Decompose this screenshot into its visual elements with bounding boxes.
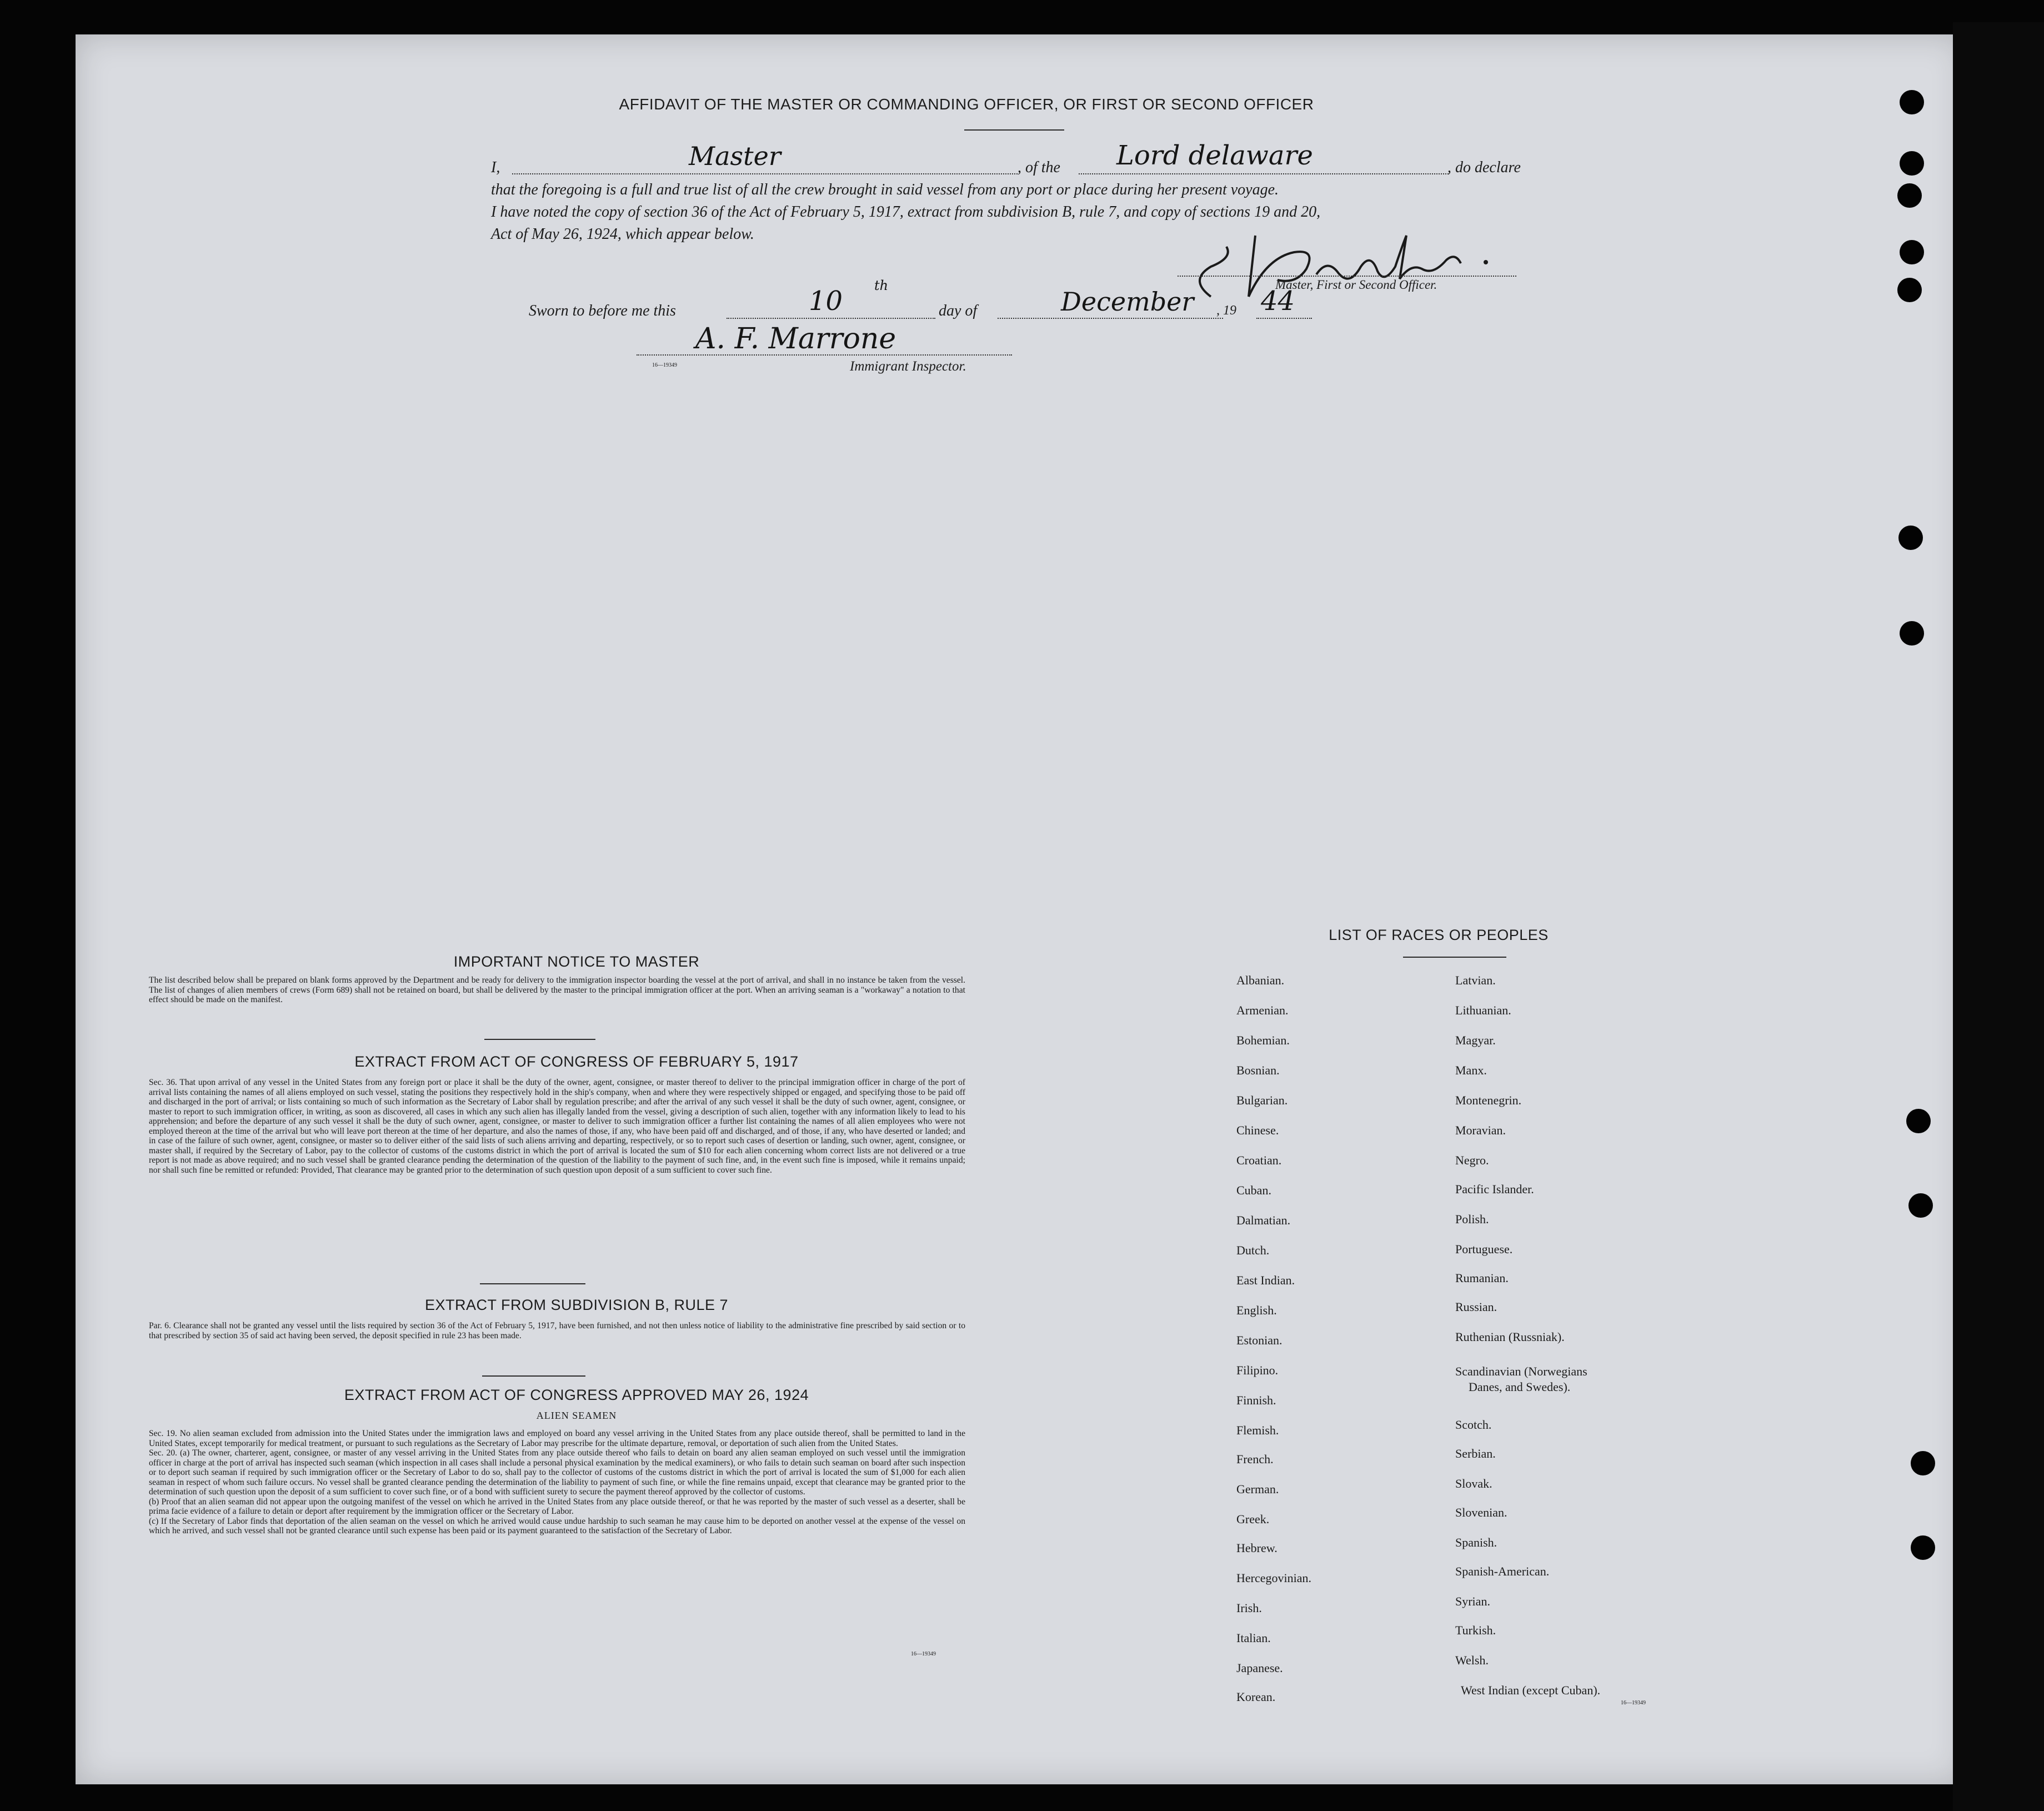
race-item: Greek. xyxy=(1236,1512,1270,1526)
section-20b-text: (b) Proof that an alien seaman did not appear upon the outgoing manifest of the vessel on which he arrived in the United States from any place outside thereof, or that he was reported by the master of such vessel as a deserter, shall be prima facie evidence of a failure to detain or deport after requirement by the immigration officer or the Secretary of Labor. xyxy=(149,1497,965,1516)
master-signature xyxy=(1178,213,1511,313)
race-item: Dalmatian. xyxy=(1236,1213,1291,1227)
punch-hole xyxy=(1900,240,1924,264)
race-item: Serbian. xyxy=(1455,1447,1496,1460)
race-item: West Indian (except Cuban). xyxy=(1461,1683,1601,1697)
race-item: Armenian. xyxy=(1236,1003,1289,1017)
race-item: Montenegrin. xyxy=(1455,1093,1522,1107)
punch-hole xyxy=(1897,278,1922,302)
race-item: Polish. xyxy=(1455,1212,1489,1226)
vessel-name-blank xyxy=(1079,173,1449,174)
title-rule xyxy=(964,129,1064,131)
race-item: Hebrew. xyxy=(1236,1541,1278,1555)
race-item: Turkish. xyxy=(1455,1623,1496,1637)
race-item: Slovak. xyxy=(1455,1477,1492,1490)
inspector-caption: Immigrant Inspector. xyxy=(850,359,966,374)
race-item: Bulgarian. xyxy=(1236,1093,1288,1107)
race-item: Hercegovinian. xyxy=(1236,1571,1311,1585)
race-item: Magyar. xyxy=(1455,1033,1496,1047)
extract-1924-text xyxy=(149,1429,965,1536)
master-signature-line xyxy=(1178,276,1516,277)
race-item: Irish. xyxy=(1236,1601,1262,1615)
race-item: Bohemian. xyxy=(1236,1033,1290,1047)
race-item: Scotch. xyxy=(1455,1418,1492,1432)
race-item: Italian. xyxy=(1236,1631,1271,1645)
punch-hole xyxy=(1900,621,1924,646)
race-item: Scandinavian (Norwegians xyxy=(1455,1364,1587,1378)
punch-hole xyxy=(1911,1535,1935,1560)
race-item: English. xyxy=(1236,1303,1277,1317)
notice-title: IMPORTANT NOTICE TO MASTER xyxy=(453,953,700,970)
punch-hole xyxy=(1911,1451,1935,1475)
race-item: Pacific Islander. xyxy=(1455,1182,1534,1196)
do-declare-label: , do declare xyxy=(1447,159,1521,176)
year-blank xyxy=(1256,318,1312,319)
year-handwritten: 44 xyxy=(1261,286,1295,317)
punch-hole xyxy=(1900,151,1924,176)
race-item: East Indian. xyxy=(1236,1273,1295,1287)
race-item: Estonian. xyxy=(1236,1333,1282,1347)
race-item: Portuguese. xyxy=(1455,1242,1513,1256)
inspector-signature-line xyxy=(637,354,1012,356)
race-item: Slovenian. xyxy=(1455,1505,1507,1519)
race-item: Croatian. xyxy=(1236,1153,1282,1167)
vessel-name-handwritten: Lord delaware xyxy=(1116,140,1313,171)
rule-7-title: EXTRACT FROM SUBDIVISION B, RULE 7 xyxy=(424,1297,729,1313)
race-item: Moravian. xyxy=(1455,1123,1506,1137)
month-handwritten: December xyxy=(1061,287,1194,317)
race-item: Welsh. xyxy=(1455,1653,1489,1667)
race-item: Korean. xyxy=(1236,1690,1276,1704)
race-item: Negro. xyxy=(1455,1153,1489,1167)
punch-hole xyxy=(1900,90,1924,114)
section-19-text: Sec. 19. No alien seaman excluded from admission into the United States under the immigration laws and employed on board any vessel arriving in the United States from any place outside thereof, shall be permitted to land in the United States, except temporarily for medical treatment, or pursuant to such regulations as the Secretary of Labor may prescribe for the ultimate departure, removal, or deportation of such alien from the United States. xyxy=(149,1429,965,1448)
affidavit-line-4: Act of May 26, 1924, which appear below. xyxy=(491,226,754,243)
race-item: Latvian. xyxy=(1455,973,1496,987)
race-item: Danes, and Swedes). xyxy=(1469,1380,1571,1394)
day-handwritten: 10 xyxy=(809,286,843,317)
race-item: Russian. xyxy=(1455,1300,1497,1314)
race-item: Ruthenian (Russniak). xyxy=(1455,1330,1565,1344)
punch-hole xyxy=(1897,183,1922,208)
race-item: Syrian. xyxy=(1455,1594,1490,1608)
race-item: German. xyxy=(1236,1482,1279,1496)
section-20a-text: Sec. 20. (a) The owner, charterer, agent, consignee, or master of any vessel arriving in the United States from any place outside thereof who fails to detain on board any alien seaman employed on such vessel until the immigration officer in charge at the port of arrival has inspected such seaman (which inspection in all cases shall include a personal physical examination by the medical examiners), or who fails to detain such seaman on board after such inspection or to deport such seaman if required by such immigration officer or the Secretary of Labor to do so, shall pay to the collector of customs of the customs district in which the port of arrival is located the sum of $1,000 for each alien seaman in respect of whom such failure occurs. No vessel shall be granted clearance pending the determination of the liability to payment of such fine, or while the fine remains unpaid, except that clearance may be granted prior to the determination of such question upon the deposit of a sum sufficient to cover such fine, or of a bond with sufficient surety to secure the payment thereof approved by the collector of customs. xyxy=(149,1448,965,1497)
day-suffix-handwritten: th xyxy=(874,278,889,293)
affidavit-line-3: I have noted the copy of section 36 of the Act of February 5, 1917, extract from subdivision B, rule 7, and copy of sections 19 and 20, xyxy=(491,203,1321,221)
race-item: Albanian. xyxy=(1236,973,1285,987)
race-item: Lithuanian. xyxy=(1455,1003,1511,1017)
officer-rank-blank xyxy=(512,173,1018,174)
race-item: Filipino. xyxy=(1236,1363,1279,1377)
section-rule xyxy=(480,1283,585,1284)
race-item: Manx. xyxy=(1455,1063,1487,1077)
affidavit-prefix: I, xyxy=(491,159,500,176)
race-item: French. xyxy=(1236,1452,1274,1466)
rule-7-text: Par. 6. Clearance shall not be granted any vessel until the lists required by section 36 of the Act of February 5, 1917, have been furnished, and not then unless notice of liability to the administrative fine prescribed by said section or to that prescribed by section 35 of said act having been served, the deposit specified in rule 23 has been made. xyxy=(149,1321,965,1340)
officer-rank-handwritten: Master xyxy=(689,141,781,171)
race-item: Finnish. xyxy=(1236,1393,1276,1407)
race-item: Spanish. xyxy=(1455,1535,1497,1549)
master-signature-caption: Master, First or Second Officer. xyxy=(1275,278,1437,292)
extract-1924-title: EXTRACT FROM ACT OF CONGRESS APPROVED MAY 26, 1924 xyxy=(344,1387,809,1403)
races-title: LIST OF RACES OR PEOPLES xyxy=(1329,927,1549,943)
race-item: Spanish-American. xyxy=(1455,1564,1550,1578)
month-blank xyxy=(998,318,1223,319)
form-number: 16—19349 xyxy=(911,1651,936,1657)
race-item: Japanese. xyxy=(1236,1661,1283,1675)
race-item: Bosnian. xyxy=(1236,1063,1280,1077)
affidavit-line-2: that the foregoing is a full and true list of all the crew brought in said vessel from any port or place during her present voyage. xyxy=(491,181,1279,198)
scan-border xyxy=(1953,22,2044,1811)
race-item: Flemish. xyxy=(1236,1423,1279,1437)
of-the-label: , of the xyxy=(1018,159,1060,176)
punch-hole xyxy=(1898,526,1923,550)
race-item: Cuban. xyxy=(1236,1183,1271,1197)
section-20c-text: (c) If the Secretary of Labor finds that deportation of the alien seaman on the vessel on which he arrived would cause undue hardship to such seaman he may cause him to be deported on another vessel at the expense of the vessel on which he arrived, and such vessel shall not be granted clearance until such expense has been paid or its payment guaranteed to the satisfaction of the Secretary of Labor. xyxy=(149,1516,965,1535)
day-blank xyxy=(727,318,935,319)
punch-hole xyxy=(1908,1193,1933,1218)
race-item: Rumanian. xyxy=(1455,1271,1509,1285)
section-rule xyxy=(484,1039,595,1040)
form-number: 16—19349 xyxy=(652,362,677,368)
extract-1917-title: EXTRACT FROM ACT OF CONGRESS OF FEBRUARY 5, 1917 xyxy=(354,1053,799,1070)
extract-1917-text: Sec. 36. That upon arrival of any vessel in the United States from any foreign port or place it shall be the duty of the owner, agent, consignee, or master thereof to deliver to the principal immigration officer in charge of the port of arrival lists containing the names of all aliens employed on such vessel, stating the positions they respectively hold in the ship's company, when and where they were respectively shipped or engaged, and specifying those to be paid off and discharged in the port of arrival; or lists containing so much of such information as the Secretary of Labor shall by regulation prescribe; and after the arrival of any such vessel it shall be the duty of such owner, agent, consignee, or master to report to such immigration officer, in writing, as soon as discovered, all cases in which any such alien has illegally landed from the vessel, giving a description of such alien, together with any information likely to lead to his apprehension; and before the departure of any such vessel it shall be the duty of such owner, agent, consignee, or master to deliver to such immigration officer a further list containing the names of all alien employees who were not employed thereon at the time of the arrival but who will leave port thereon at the time of her departure, and also the names of those, if any, who have been paid off and discharged, and of those, if any, who have deserted or landed; and in case of the failure of such owner, agent, consignee, or master so to deliver either of the said lists of such aliens arriving and departing, respectively, or so to report such cases of desertion or landing, such owner, agent, consignee, or master shall, if required by the Secretary of Labor, pay to the collector of customs of the customs district in which the port of arrival is located the sum of $10 for each alien concerning whom correct lists are not delivered or a true report is not made as above required; and no such vessel shall be granted clearance pending the determination of the question of the liability to the payment of such fine, and, in the event such fine is imposed, while it remains unpaid; nor shall such fine be remitted or refunded: Provided, That clearance may be granted prior to the determination of such question upon deposit of a sum sufficient to cover such fine. xyxy=(149,1078,965,1175)
punch-hole xyxy=(1906,1109,1931,1133)
race-item: Dutch. xyxy=(1236,1243,1270,1257)
form-number: 16—19349 xyxy=(1621,1700,1646,1706)
alien-seamen-subtitle: ALIEN SEAMEN xyxy=(536,1410,617,1421)
race-item: Chinese. xyxy=(1236,1123,1279,1137)
races-title-rule xyxy=(1403,957,1506,958)
section-rule xyxy=(482,1375,585,1377)
notice-text: The list described below shall be prepared on blank forms approved by the Department and be ready for delivery to the immigration inspector boarding the vessel at the port of arrival, and shall in no instance be taken from the vessel. The list of changes of alien members of crews (Form 689) shall not be retained on board, but shall be delivered by the master to the principal immigration officer at the port. When an arriving seaman is a "workaway" a notation to that effect should be made on the manifest. xyxy=(149,975,965,1004)
inspector-signature: A. F. Marrone xyxy=(695,322,896,356)
day-of-label: day of xyxy=(939,302,978,319)
affidavit-title: AFFIDAVIT OF THE MASTER OR COMMANDING OFFICER, OR FIRST OR SECOND OFFICER xyxy=(619,96,1314,113)
sworn-prefix: Sworn to before me this xyxy=(529,302,676,319)
year-prefix: , 19 xyxy=(1216,303,1236,318)
